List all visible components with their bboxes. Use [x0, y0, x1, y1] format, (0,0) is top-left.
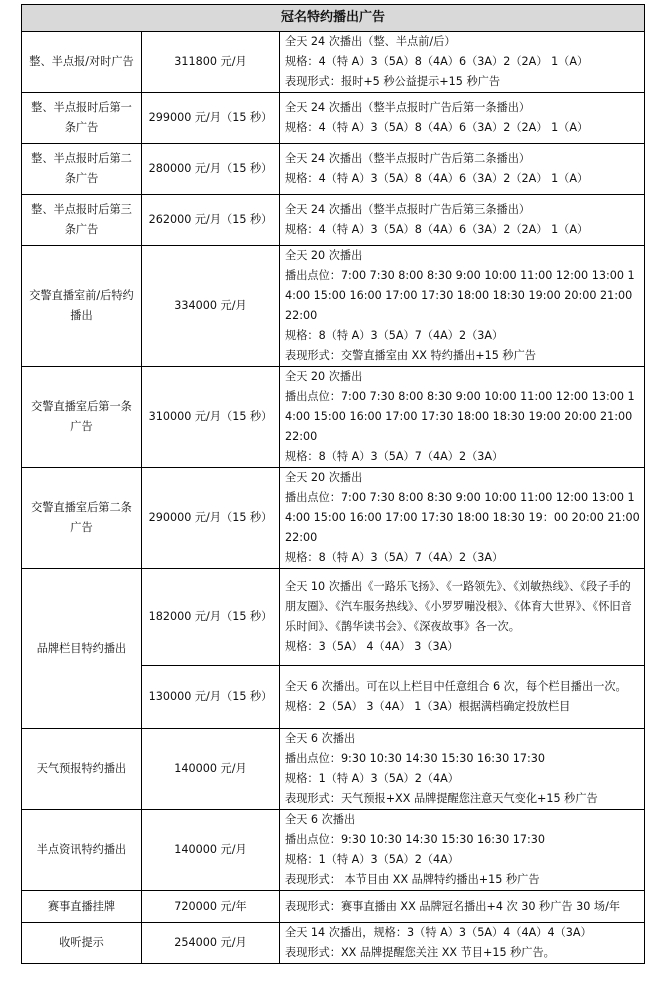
description-line: 表现形式：XX 品牌提醒您关注 XX 节目+15 秒广告。	[285, 946, 555, 959]
program-name: 整、半点报时后第二条广告	[22, 144, 142, 195]
program-name: 天气预报特约播出	[22, 729, 142, 810]
program-name: 整、半点报时后第一条广告	[22, 93, 142, 144]
description-line: 表现形式：天气预报+XX 品牌提醒您注意天气变化+15 秒广告	[285, 792, 598, 805]
rate-price: 310000 元/月（15 秒）	[142, 367, 280, 468]
table-title: 冠名特约播出广告	[22, 5, 645, 32]
rate-description	[280, 468, 645, 569]
rate-description	[280, 569, 645, 666]
description-line: 全天 6 次播出	[285, 813, 356, 826]
description-line: 表现形式： 本节目由 XX 品牌特约播出+15 秒广告	[285, 873, 540, 886]
table-row	[22, 923, 645, 964]
table-row	[22, 569, 645, 666]
description-line: 规格：4（特 A）3（5A）8（4A）6（3A）2（2A） 1（A）	[285, 172, 589, 185]
table-row	[22, 367, 645, 468]
rate-price: 290000 元/月（15 秒）	[142, 468, 280, 569]
description-line: 规格：1（特 A）3（5A）2（4A）	[285, 853, 459, 866]
rate-description	[280, 246, 645, 367]
description-line: 全天 24 次播出（整、半点前/后）	[285, 35, 456, 48]
ad-rate-table-container	[21, 4, 644, 964]
description-line: 全天 24 次播出（整半点报时广告后第三条播出）	[285, 203, 531, 216]
description-line: 全天 20 次播出	[285, 471, 363, 484]
rate-description	[280, 729, 645, 810]
description-line: 播出点位：9:30 10:30 14:30 15:30 16:30 17:30	[285, 833, 546, 846]
description-line: 规格：4（特 A）3（5A）8（4A）6（3A）2（2A） 1（A）	[285, 223, 589, 236]
description-line: 表现形式：报时+5 秒公益提示+15 秒广告	[285, 75, 501, 88]
table-row	[22, 93, 645, 144]
program-name: 品牌栏目特约播出	[22, 569, 142, 729]
description-line: 全天 10 次播出《一路乐飞扬》、《一路领先》、《刘敏热线》、《段子手的朋友圈》、《汽车服务热线》、《小罗罗嘣没根》、《体育大世界》、《怀旧音乐时间》、《鹊华读书会》、《深夜故事》各一次。	[285, 580, 632, 633]
description-line: 表现形式：赛事直播由 XX 品牌冠名播出+4 次 30 秒广告 30 场/年	[285, 899, 621, 913]
rate-price: 262000 元/月（15 秒）	[142, 195, 280, 246]
description-line: 规格：3（5A） 4（4A） 3（3A）	[285, 640, 459, 653]
rate-description	[280, 810, 645, 891]
description-line: 播出点位：7:00 7:30 8:00 8:30 9:00 10:00 11:00 12:00 13:00 14:00 15:00 16:00 17:00 17:30 18:00 18:30 19:00 20:00 21:00 22:00	[285, 269, 635, 322]
program-name: 交警直播室后第二条广告	[22, 468, 142, 569]
rate-description	[280, 923, 645, 964]
program-name: 交警直播室前/后特约播出	[22, 246, 142, 367]
description-line: 规格：4（特 A）3（5A）8（4A）6（3A）2（2A） 1（A）	[285, 121, 589, 134]
rate-price: 182000 元/月（15 秒）	[142, 569, 280, 666]
description-line: 全天 24 次播出（整半点报时广告后第一条播出）	[285, 101, 531, 114]
description-line: 播出点位：9:30 10:30 14:30 15:30 16:30 17:30	[285, 752, 546, 765]
description-line: 规格：8（特 A）3（5A）7（4A）2（3A）	[285, 551, 504, 564]
rate-price: 334000 元/月	[142, 246, 280, 367]
rate-price: 254000 元/月	[142, 923, 280, 964]
description-line: 表现形式：交警直播室由 XX 特约播出+15 秒广告	[285, 349, 536, 362]
rate-description	[280, 195, 645, 246]
program-name: 整、半点报时后第三条广告	[22, 195, 142, 246]
rate-description	[280, 144, 645, 195]
table-row	[22, 468, 645, 569]
rate-description	[280, 666, 645, 729]
program-name: 整、半点报/对时广告	[22, 32, 142, 93]
description-line: 规格：8（特 A）3（5A）7（4A）2（3A）	[285, 450, 504, 463]
rate-price: 130000 元/月（15 秒）	[142, 666, 280, 729]
ad-rate-table	[21, 4, 645, 964]
table-row	[22, 32, 645, 93]
description-line: 规格：4（特 A）3（5A）8（4A）6（3A）2（2A） 1（A）	[285, 55, 589, 68]
rate-description	[280, 891, 645, 923]
description-line: 全天 6 次播出。可在以上栏目中任意组合 6 次，每个栏目播出一次。	[285, 680, 627, 693]
rate-price: 140000 元/月	[142, 810, 280, 891]
table-title-row	[22, 5, 645, 32]
program-name: 半点资讯特约播出	[22, 810, 142, 891]
program-name: 赛事直播挂牌	[22, 891, 142, 923]
description-line: 规格：8（特 A）3（5A）7（4A）2（3A）	[285, 329, 504, 342]
description-line: 全天 24 次播出（整半点报时广告后第二条播出）	[285, 152, 531, 165]
rate-price: 299000 元/月（15 秒）	[142, 93, 280, 144]
table-row	[22, 246, 645, 367]
rate-description	[280, 367, 645, 468]
program-name: 收听提示	[22, 923, 142, 964]
rate-price: 280000 元/月（15 秒）	[142, 144, 280, 195]
table-row	[22, 729, 645, 810]
description-line: 全天 6 次播出	[285, 732, 356, 745]
description-line: 全天 20 次播出	[285, 370, 363, 383]
table-row	[22, 810, 645, 891]
description-line: 全天 20 次播出	[285, 249, 363, 262]
table-row	[22, 195, 645, 246]
description-line: 播出点位：7:00 7:30 8:00 8:30 9:00 10:00 11:00 12:00 13:00 14:00 15:00 16:00 17:00 17:30 18:00 18:30 19：00 20:00 21:00 22:00	[285, 491, 640, 544]
table-body	[22, 32, 645, 964]
description-line: 规格：2（5A） 3（4A） 1（3A）根据满档确定投放栏目	[285, 700, 571, 713]
description-line: 规格：1（特 A）3（5A）2（4A）	[285, 772, 459, 785]
rate-price: 720000 元/年	[142, 891, 280, 923]
rate-description	[280, 93, 645, 144]
rate-price: 140000 元/月	[142, 729, 280, 810]
table-row	[22, 891, 645, 923]
rate-description	[280, 32, 645, 93]
table-row	[22, 144, 645, 195]
program-name: 交警直播室后第一条广告	[22, 367, 142, 468]
description-line: 全天 14 次播出，规格：3（特 A）3（5A）4（4A）4（3A）	[285, 926, 592, 939]
rate-price: 311800 元/月	[142, 32, 280, 93]
description-line: 播出点位：7:00 7:30 8:00 8:30 9:00 10:00 11:00 12:00 13:00 14:00 15:00 16:00 17:00 17:30 18:00 18:30 19:00 20:00 21:00 22:00	[285, 390, 635, 443]
